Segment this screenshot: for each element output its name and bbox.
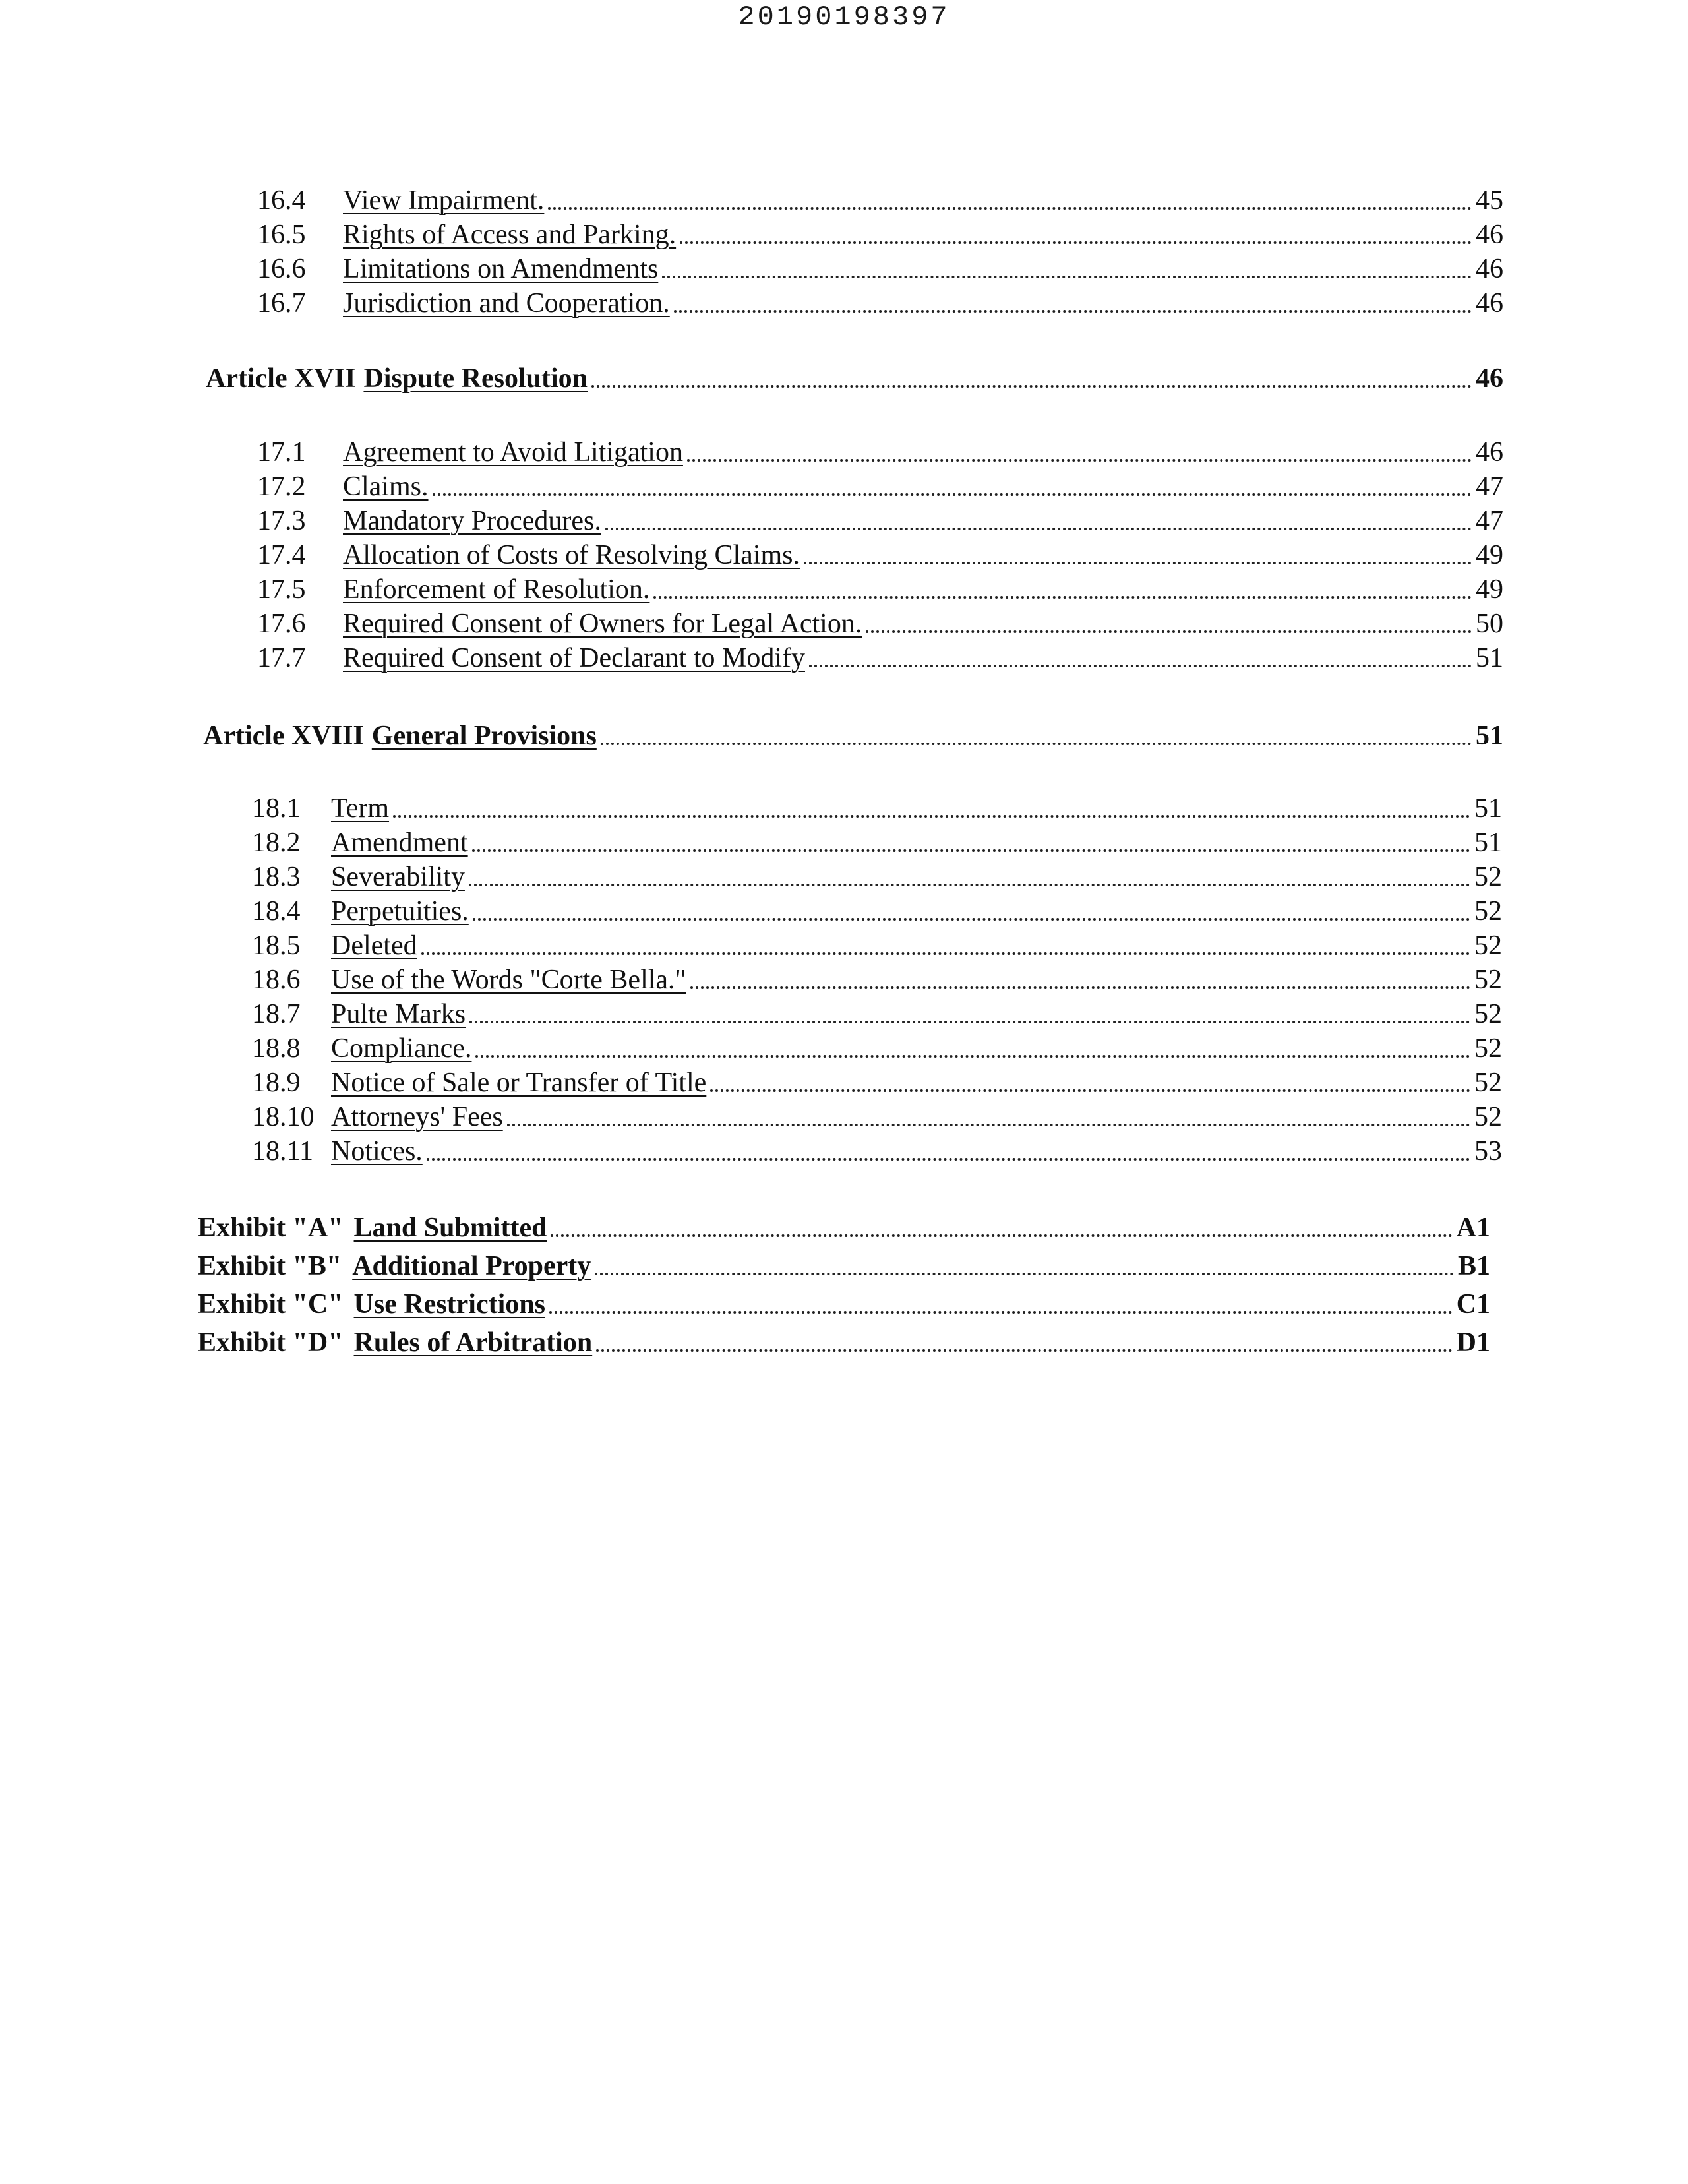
section-title[interactable]: Amendment xyxy=(331,828,468,858)
toc-entry-17-1[interactable] xyxy=(257,435,1503,470)
dot-leader xyxy=(469,1021,1470,1023)
dot-leader xyxy=(595,1273,1454,1275)
section-title[interactable]: Notice of Sale or Transfer of Title xyxy=(331,1068,707,1098)
dot-leader xyxy=(809,665,1472,667)
dot-leader xyxy=(473,918,1470,921)
section-title[interactable]: Enforcement of Resolution. xyxy=(343,574,650,605)
section-number: 18.3 xyxy=(252,862,301,892)
dot-leader xyxy=(687,459,1472,462)
dot-leader xyxy=(548,207,1472,210)
page-number: 52 xyxy=(1474,896,1502,926)
section-number: 16.4 xyxy=(257,185,306,216)
article-title[interactable]: Dispute Resolution xyxy=(363,363,588,394)
section-title[interactable]: View Impairment. xyxy=(343,185,545,216)
page-number: 52 xyxy=(1474,930,1502,961)
page-number: 45 xyxy=(1476,185,1503,216)
section-number: 17.7 xyxy=(257,643,306,673)
toc-article-xvii[interactable] xyxy=(206,361,1503,396)
toc-entry-18-7[interactable] xyxy=(252,997,1502,1031)
section-number: 18.10 xyxy=(252,1102,315,1132)
section-title[interactable]: Agreement to Avoid Litigation xyxy=(343,437,683,468)
toc-entry-18-5[interactable] xyxy=(252,928,1502,963)
section-title[interactable]: Use of the Words "Corte Bella." xyxy=(331,965,686,995)
section-title[interactable]: Allocation of Costs of Resolving Claims. xyxy=(343,540,800,570)
section-title[interactable]: Perpetuities. xyxy=(331,896,469,926)
section-title[interactable]: Pulte Marks xyxy=(331,999,466,1029)
exhibit-title[interactable]: Additional Property xyxy=(352,1251,591,1281)
section-number: 18.8 xyxy=(252,1033,301,1064)
section-number: 18.4 xyxy=(252,896,301,926)
dot-leader xyxy=(662,276,1472,278)
section-title[interactable]: Notices. xyxy=(331,1136,423,1167)
page-number: 52 xyxy=(1474,1033,1502,1064)
section-number: 17.4 xyxy=(257,540,306,570)
section-number: 17.2 xyxy=(257,471,306,502)
toc-entry-16-5[interactable] xyxy=(257,218,1503,252)
dot-leader xyxy=(393,815,1470,818)
section-number: 18.5 xyxy=(252,930,301,961)
page-number: 52 xyxy=(1474,862,1502,892)
toc-entry-18-2[interactable] xyxy=(252,826,1502,860)
section-number: 17.1 xyxy=(257,437,306,468)
article-title[interactable]: General Provisions xyxy=(371,721,597,751)
page-number: D1 xyxy=(1456,1327,1490,1358)
dot-leader xyxy=(690,986,1470,989)
article-label: Article XVIII xyxy=(203,721,364,751)
section-number: 17.6 xyxy=(257,609,306,639)
page-number: 47 xyxy=(1476,471,1503,502)
dot-leader xyxy=(433,493,1472,496)
dot-leader xyxy=(804,562,1472,564)
toc-exhibit-d[interactable] xyxy=(198,1325,1490,1360)
page-number: 49 xyxy=(1476,540,1503,570)
toc-entry-16-6[interactable] xyxy=(257,252,1503,286)
page-number: 51 xyxy=(1474,828,1502,858)
dot-leader xyxy=(549,1311,1453,1314)
page-number: 46 xyxy=(1476,254,1503,284)
page-number: 51 xyxy=(1476,643,1503,673)
toc-exhibit-a[interactable] xyxy=(198,1211,1490,1245)
page-number: 49 xyxy=(1476,574,1503,605)
section-number: 17.5 xyxy=(257,574,306,605)
dot-leader xyxy=(596,1349,1452,1352)
dot-leader xyxy=(427,1158,1470,1161)
section-title[interactable]: Term xyxy=(331,793,390,824)
dot-leader xyxy=(507,1124,1470,1126)
toc-exhibit-c[interactable] xyxy=(198,1287,1490,1321)
exhibit-label: Exhibit "B" xyxy=(198,1251,342,1281)
page-number: 47 xyxy=(1476,506,1503,536)
dot-leader xyxy=(674,310,1472,313)
section-title[interactable]: Required Consent of Owners for Legal Action. xyxy=(343,609,862,639)
exhibit-title[interactable]: Rules of Arbitration xyxy=(353,1327,593,1358)
page-number: 51 xyxy=(1476,721,1503,751)
dot-leader xyxy=(475,1055,1470,1058)
page-number: 46 xyxy=(1476,288,1503,318)
toc-article-xviii[interactable] xyxy=(203,719,1503,753)
page-number: B1 xyxy=(1457,1251,1490,1281)
toc-entry-18-9[interactable] xyxy=(252,1066,1502,1100)
dot-leader xyxy=(601,743,1472,745)
section-title[interactable]: Jurisdiction and Cooperation. xyxy=(343,288,670,318)
section-number: 18.7 xyxy=(252,999,301,1029)
toc-entry-18-11[interactable] xyxy=(252,1134,1502,1168)
dot-leader xyxy=(653,596,1472,599)
page-number: 46 xyxy=(1476,220,1503,250)
document-number: 20190198397 xyxy=(738,1,950,33)
dot-leader xyxy=(469,884,1470,886)
toc-entry-18-1[interactable] xyxy=(252,791,1502,826)
toc-entry-18-8[interactable] xyxy=(252,1031,1502,1066)
exhibit-label: Exhibit "D" xyxy=(198,1327,344,1358)
toc-entry-17-2[interactable] xyxy=(257,470,1503,504)
page-number: 46 xyxy=(1476,363,1503,394)
toc-entry-17-7[interactable] xyxy=(257,641,1503,675)
page-number: 46 xyxy=(1476,437,1503,468)
toc-entry-16-4[interactable] xyxy=(257,183,1503,218)
section-number: 16.7 xyxy=(257,288,306,318)
section-title[interactable]: Severability xyxy=(331,862,465,892)
section-title[interactable]: Deleted xyxy=(331,930,417,961)
toc-exhibit-b[interactable] xyxy=(198,1249,1490,1283)
page-number: 52 xyxy=(1474,965,1502,995)
section-number: 18.2 xyxy=(252,828,301,858)
dot-leader xyxy=(591,385,1472,388)
toc-entry-17-4[interactable] xyxy=(257,538,1503,572)
section-number: 18.9 xyxy=(252,1068,301,1098)
dot-leader xyxy=(472,849,1470,852)
page-number: 53 xyxy=(1474,1136,1502,1167)
page-number: 52 xyxy=(1474,1102,1502,1132)
page-number: 51 xyxy=(1474,793,1502,824)
exhibit-title[interactable]: Land Submitted xyxy=(353,1213,547,1243)
dot-leader xyxy=(866,630,1472,633)
toc-entry-17-3[interactable] xyxy=(257,504,1503,538)
toc-entry-18-6[interactable] xyxy=(252,963,1502,997)
section-number: 18.6 xyxy=(252,965,301,995)
toc-entry-17-5[interactable] xyxy=(257,572,1503,607)
dot-leader xyxy=(680,241,1472,244)
section-number: 18.1 xyxy=(252,793,301,824)
section-title[interactable]: Limitations on Amendments xyxy=(343,254,659,284)
section-title[interactable]: Required Consent of Declarant to Modify xyxy=(343,643,805,673)
section-title[interactable]: Rights of Access and Parking. xyxy=(343,220,677,250)
section-title[interactable]: Attorneys' Fees xyxy=(331,1102,503,1132)
section-number: 17.3 xyxy=(257,506,306,536)
page-number: 50 xyxy=(1476,609,1503,639)
toc-entry-18-4[interactable] xyxy=(252,894,1502,928)
exhibit-label: Exhibit "A" xyxy=(198,1213,344,1243)
section-title[interactable]: Compliance. xyxy=(331,1033,472,1064)
dot-leader xyxy=(710,1089,1470,1092)
exhibit-title[interactable]: Use Restrictions xyxy=(353,1289,545,1320)
section-title[interactable]: Mandatory Procedures. xyxy=(343,506,601,536)
section-number: 16.5 xyxy=(257,220,306,250)
page-number: 52 xyxy=(1474,999,1502,1029)
page-number: C1 xyxy=(1456,1289,1490,1320)
dot-leader xyxy=(421,952,1470,955)
dot-leader xyxy=(605,528,1472,530)
toc-entry-16-7[interactable] xyxy=(257,286,1503,320)
section-title[interactable]: Claims. xyxy=(343,471,429,502)
exhibit-label: Exhibit "C" xyxy=(198,1289,344,1320)
toc-entry-17-6[interactable] xyxy=(257,607,1503,641)
page-number: 52 xyxy=(1474,1068,1502,1098)
section-number: 18.11 xyxy=(252,1136,313,1167)
dot-leader xyxy=(551,1234,1452,1237)
toc-entry-18-10[interactable] xyxy=(252,1100,1502,1134)
toc-entry-18-3[interactable] xyxy=(252,860,1502,894)
article-label: Article XVII xyxy=(206,363,356,394)
page-number: A1 xyxy=(1456,1213,1490,1243)
section-number: 16.6 xyxy=(257,254,306,284)
